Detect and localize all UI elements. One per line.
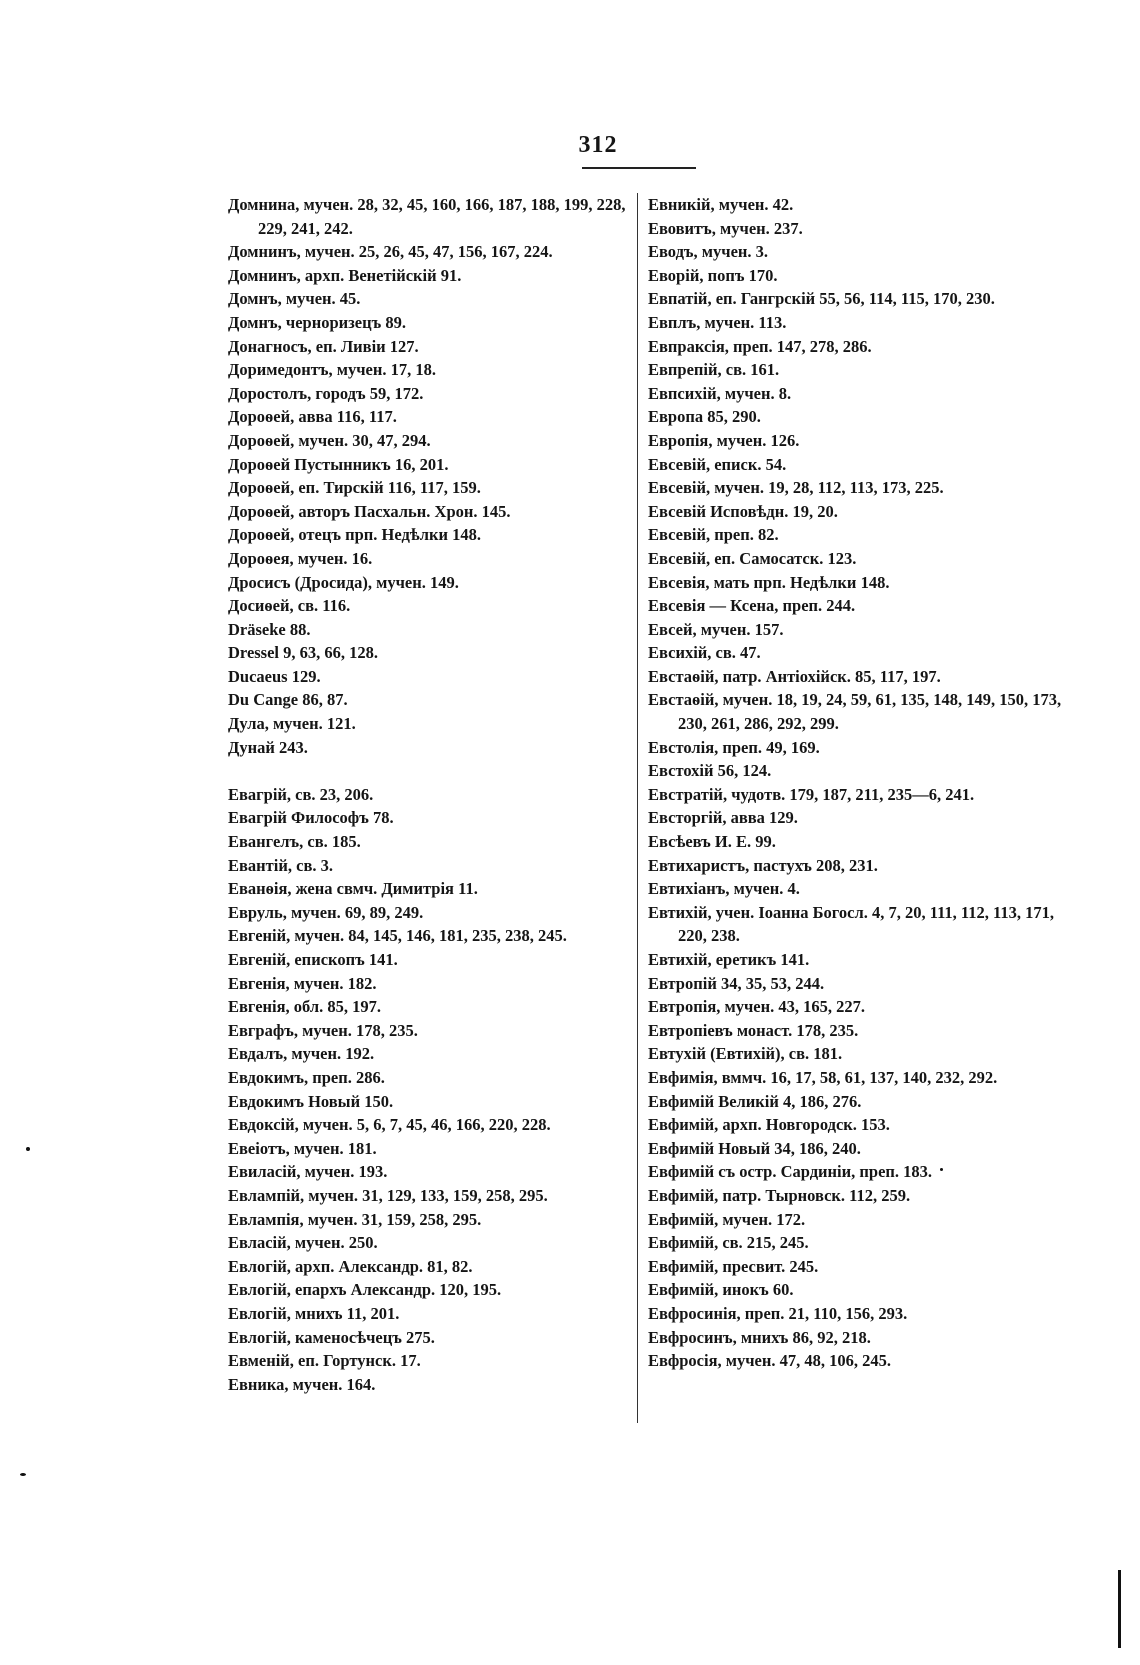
index-entry: Евфросія, мучен. 47, 48, 106, 245. [648,1351,891,1371]
index-entry: Евлогій, каменосѣчецъ 275. [228,1327,435,1347]
index-entry: Евсевій, еписк. 54. [648,454,787,474]
index-entry: Евфимій, архп. Новгородск. 153. [648,1115,890,1135]
index-column-left [228,193,628,1396]
speck-mark [26,1147,30,1151]
index-entry: Евтропіевъ монаст. 178, 235. [648,1020,859,1040]
index-entry: Евтихій, учен. Іоанна Богосл. 4, 7, 20, 111, 112, 113, 171, 220, 238. [648,902,1054,946]
index-entry: Дунай 243. [228,737,308,757]
index-entry: Евника, мучен. 164. [228,1374,376,1394]
index-entry: Евфросинія, преп. 21, 110, 156, 293. [648,1303,908,1323]
index-entry: Евграфъ, мучен. 178, 235. [228,1020,418,1040]
index-entry: Евфимій, мучен. 172. [648,1209,806,1229]
index-entry: Евсей, мучен. 157. [648,619,784,639]
index-entry: Евтропія, мучен. 43, 165, 227. [648,997,866,1017]
index-entry: Евгенія, мучен. 182. [228,973,377,993]
index-entry: Евпатій, еп. Гангрскій 55, 56, 114, 115, 170, 230. [648,289,995,309]
index-entry: Евеіотъ, мучен. 181. [228,1138,377,1158]
index-entry: Дороѳей, еп. Тирскій 116, 117, 159. [228,478,481,498]
index-entry: Евласій, мучен. 250. [228,1233,378,1253]
index-entry: Евтихій, еретикъ 141. [648,950,810,969]
index-entry: Евдоксій, мучен. 5, 6, 7, 45, 46, 166, 220, 228. [228,1115,551,1135]
index-entry: Евсѣевъ И. Е. 99. [648,832,776,852]
margin-mark [1118,1570,1121,1648]
index-entry: Дросисъ (Дросида), мучен. 149. [228,572,459,592]
index-entry: Евстаѳій, мучен. 18, 19, 24, 59, 61, 135, 148, 149, 150, 173, 230, 261, 286, 292, 299. [648,690,1062,734]
index-entry: Домнина, мучен. 28, 32, 45, 160, 166, 187, 188, 199, 228, 229, 241, 242. [228,195,626,238]
index-entry: Евдокимъ Новый 150. [228,1091,394,1111]
index-entry: Евникій, мучен. 42. [648,195,794,214]
index-entry: Ducaeus 129. [228,666,321,686]
index-entry: Дороѳея, мучен. 16. [228,548,373,568]
index-entry: Европія, мучен. 126. [648,430,800,450]
index-entry: Евстолія, преп. 49, 169. [648,737,820,757]
index-entry: Евфимій Новый 34, 186, 240. [648,1138,861,1158]
speck-mark [20,1473,26,1476]
index-entry: Евантій, св. 3. [228,855,333,875]
index-entry: Евсевій Исповѣдн. 19, 20. [648,501,838,521]
index-entry: Евсторгій, авва 129. [648,808,798,828]
index-entry: Дороѳей, отецъ прп. Недѣлки 148. [228,525,481,545]
index-entry: Досиѳей, св. 116. [228,596,351,616]
index-entry: Евпраксія, преп. 147, 278, 286. [648,336,872,356]
index-entry: Дула, мучен. 121. [228,714,356,734]
header-rule [582,167,696,169]
index-entry: Евфимій, инокъ 60. [648,1280,794,1300]
index-entry: Евсевій, преп. 82. [648,525,779,545]
index-entry: Донагносъ, еп. Ливіи 127. [228,336,419,356]
index-entry: Евагрій, св. 23, 206. [228,784,374,804]
index-entry: Евовитъ, мучен. 237. [648,218,803,238]
index-column-right [648,193,1068,1373]
index-entry: Дороѳей, авва 116, 117. [228,407,397,427]
index-entry: Евфимій, св. 215, 245. [648,1233,809,1253]
index-entry: Dressel 9, 63, 66, 128. [228,643,379,663]
index-entry: Доримедонтъ, мучен. 17, 18. [228,360,436,380]
index-entry: Евлампій, мучен. 31, 129, 133, 159, 258, 295. [228,1185,548,1205]
index-entry: Евгеній, епископъ 141. [228,950,398,969]
page-number: 312 [578,132,618,158]
index-entry: Евпрепій, св. 161. [648,360,780,380]
index-entry: Dräseke 88. [228,619,311,639]
index-entry: Евменій, еп. Гортунск. 17. [228,1351,421,1371]
index-entry: Дороѳей, мучен. 30, 47, 294. [228,430,431,450]
index-entry: Домнинъ, мучен. 25, 26, 45, 47, 156, 167, 224. [228,242,553,262]
index-entry: Евлогій, епархъ Александр. 120, 195. [228,1280,502,1300]
index-entry: Евфросинъ, мнихъ 86, 92, 218. [648,1327,871,1347]
index-entry: Доростолъ, городъ 59, 172. [228,383,424,403]
index-entry: Евлогій, мнихъ 11, 201. [228,1303,400,1323]
index-entry: Евтихіанъ, мучен. 4. [648,879,800,899]
index-entry: Еводъ, мучен. 3. [648,242,769,262]
index-entry: Евиласій, мучен. 193. [228,1162,388,1182]
index-entry: Евсевій, еп. Самосатск. 123. [648,548,857,568]
index-entry: Евпсихій, мучен. 8. [648,383,792,403]
index-entry: Евстратій, чудотв. 179, 187, 211, 235—6, 241. [648,784,975,804]
index-entry: Евфимій, пресвит. 245. [648,1256,819,1276]
index-entry: Европа 85, 290. [648,407,761,427]
index-entry: Евсевія — Ксена, преп. 244. [648,596,856,616]
column-divider [637,193,638,1423]
index-entry: Евтухій (Евтихій), св. 181. [648,1044,843,1064]
index-entry: Дороѳей Пустынникъ 16, 201. [228,454,449,474]
index-entry: Евдалъ, мучен. 192. [228,1044,375,1064]
speck-mark [940,1168,943,1171]
index-entry: Евгеній, мучен. 84, 145, 146, 181, 235, 238, 245. [228,926,567,946]
index-entry: Еворій, попъ 170. [648,265,778,285]
index-entry: Домнъ, мучен. 45. [228,289,361,309]
index-entry: Евтропій 34, 35, 53, 244. [648,973,825,993]
index-entry: Du Cange 86, 87. [228,690,348,710]
index-entry: Евлампія, мучен. 31, 159, 258, 295. [228,1209,482,1229]
index-entry: Евстаѳій, патр. Антіохійск. 85, 117, 197. [648,666,941,686]
index-entry: Евфимій, патр. Тырновск. 112, 259. [648,1185,911,1205]
index-entry: Еванѳія, жена свмч. Димитрія 11. [228,879,478,899]
index-entry: Евлогій, архп. Александр. 81, 82. [228,1256,473,1276]
index-entry: Евсевія, мать прп. Недѣлки 148. [648,572,890,592]
index-entry: Дороѳей, авторъ Пасхальн. Хрон. 145. [228,501,511,521]
index-entry: Евфимія, вммч. 16, 17, 58, 61, 137, 140, 232, 292. [648,1067,998,1087]
index-entry: Евсихій, св. 47. [648,643,761,663]
index-entry: Евстохій 56, 124. [648,761,772,781]
index-entry: Евплъ, мучен. 113. [648,312,787,332]
index-entry: Евфимій Великій 4, 186, 276. [648,1091,862,1111]
index-entry: Евсевій, мучен. 19, 28, 112, 113, 173, 225. [648,478,944,498]
index-entry: Евтихаристъ, пастухъ 208, 231. [648,855,878,875]
index-entry: Евангелъ, св. 185. [228,832,361,852]
index-entry: Домнъ, черноризецъ 89. [228,312,406,332]
index-entry: Евгенія, обл. 85, 197. [228,997,382,1017]
index-entry: Евдокимъ, преп. 286. [228,1067,385,1087]
index-entry: Евфимій съ остр. Сардиніи, преп. 183. [648,1162,933,1182]
index-entry: Евагрій Философъ 78. [228,808,394,828]
index-entry: Евруль, мучен. 69, 89, 249. [228,902,424,922]
index-entry: Домнинъ, архп. Венетійскій 91. [228,265,462,285]
